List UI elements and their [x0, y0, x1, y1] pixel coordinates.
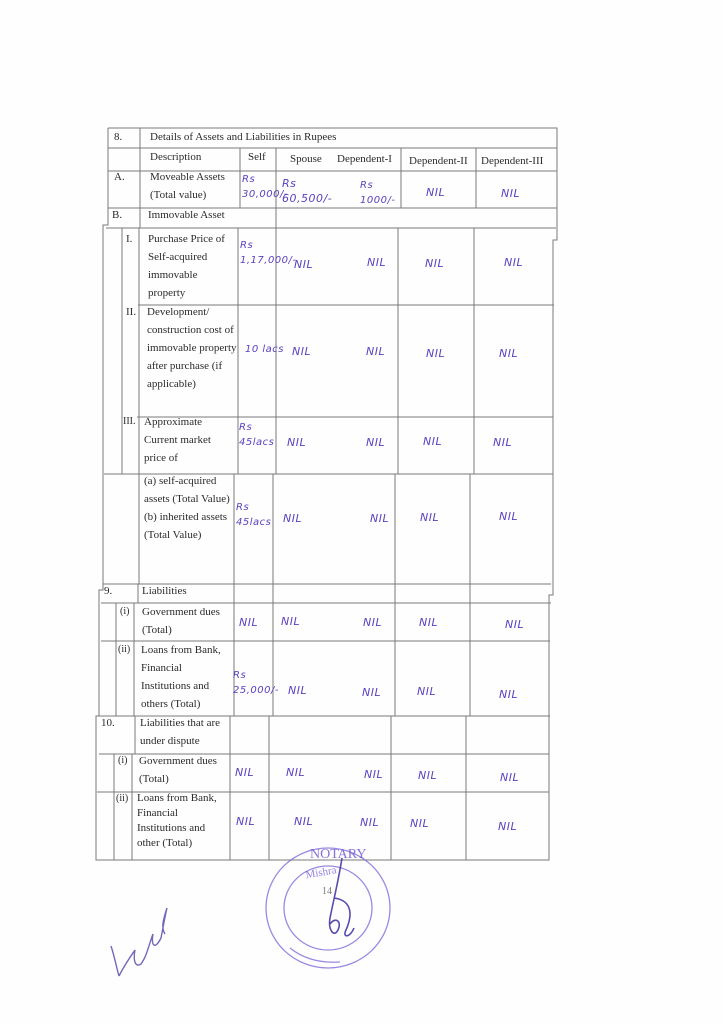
row-10i-num: (i) [118, 755, 128, 766]
row-10i-spouse: NIL [286, 766, 306, 779]
col-dependent-3: Dependent-III [481, 155, 544, 167]
handwritten-initials [105, 898, 175, 980]
row-9i-num: (i) [120, 606, 130, 617]
row-b3-dep3: NIL [493, 436, 513, 449]
row-b3ab-dep3: NIL [499, 510, 519, 523]
disputed-liabilities-desc: Liabilities that are under dispute [140, 717, 221, 747]
row-9ii-dep2: NIL [417, 685, 437, 698]
moveable-assets-desc: Moveable Assets (Total value) [150, 171, 225, 201]
col-self: Self [248, 151, 266, 163]
section-a-label: A. [114, 171, 125, 183]
notary-stamp [250, 838, 400, 978]
col-dependent-1: Dependent-I [337, 153, 392, 165]
moveable-dep3-value: NIL [501, 187, 521, 200]
row-b1-dep2: NIL [425, 257, 445, 270]
row-b1-spouse: NIL [294, 258, 314, 271]
row-b2-dep2: NIL [426, 347, 446, 360]
row-10i-dep3: NIL [500, 771, 520, 784]
row-10ii-self: NIL [236, 815, 256, 828]
row-b2-spouse: NIL [292, 345, 312, 358]
stamp-name-text: Mishra [304, 864, 338, 882]
row-10i-dep2: NIL [418, 769, 438, 782]
row-10ii-dep3: NIL [498, 820, 518, 833]
row-9ii-spouse: NIL [288, 684, 308, 697]
row-10ii-dep2: NIL [410, 817, 430, 830]
moveable-dep2-value: NIL [426, 186, 446, 199]
row-10ii-desc: Loans from Bank, Financial Institutions and other (Total) [137, 792, 217, 849]
row-b2-desc: Development/ construction cost of immovable property after purchase (if applicable) [147, 306, 237, 390]
row-9ii-dep1: NIL [362, 686, 382, 699]
row-b3ab-dep2: NIL [420, 511, 440, 524]
table-title: Details of Assets and Liabilities in Rupees [150, 131, 337, 143]
row-b3ab-desc: (a) self-acquired assets (Total Value) (b) inherited assets (Total Value) [144, 475, 230, 541]
col-description: Description [150, 151, 202, 163]
row-10i-dep1: NIL [364, 768, 384, 781]
stamp-number-text: 14 [322, 886, 332, 897]
row-9i-dep1: NIL [363, 616, 383, 629]
row-b3-num: III. [123, 416, 136, 427]
row-9ii-desc: Loans from Bank, Financial Institutions and others (Total) [141, 644, 221, 710]
row-10ii-dep1: NIL [360, 816, 380, 829]
row-9ii-num: (ii) [118, 644, 131, 655]
section-10-label: 10. [101, 717, 115, 729]
col-dependent-2: Dependent-II [409, 155, 468, 167]
row-b3-spouse: NIL [287, 436, 307, 449]
row-b3-dep1: NIL [366, 436, 386, 449]
row-10i-self: NIL [235, 766, 255, 779]
row-9ii-self: Rs 25,000/- [233, 670, 279, 696]
row-b3-desc: Approximate Current market price of [144, 416, 211, 464]
row-b1-desc: Purchase Price of Self-acquired immovable property [148, 233, 225, 299]
section-b-label: B. [112, 209, 123, 221]
moveable-self-value: Rs 30,000/- [242, 174, 288, 200]
row-b2-self: 10 lacs [245, 344, 285, 355]
row-b2-num: II. [126, 306, 137, 318]
row-b1-self: Rs 1,17,000/- [240, 240, 297, 266]
row-9i-dep3: NIL [505, 618, 525, 631]
liabilities-desc: Liabilities [142, 585, 187, 597]
row-b2-dep1: NIL [366, 345, 386, 358]
row-b3ab-self: Rs 45lacs [236, 502, 272, 528]
row-9i-desc: Government dues (Total) [142, 606, 220, 636]
section-9-label: 9. [104, 585, 113, 597]
row-b3ab-spouse: NIL [283, 512, 303, 525]
section-number: 8. [114, 131, 123, 143]
row-9ii-dep3: NIL [499, 688, 519, 701]
row-9i-self: NIL [239, 616, 259, 629]
row-b3ab-dep1: NIL [370, 512, 390, 525]
row-10ii-spouse: NIL [294, 815, 314, 828]
row-10ii-num: (ii) [116, 793, 129, 804]
stamp-notary-text: NOTARY [310, 847, 367, 862]
row-10i-desc: Government dues (Total) [139, 755, 217, 785]
row-9i-spouse: NIL [281, 615, 301, 628]
col-spouse: Spouse [290, 153, 322, 165]
row-b3-self: Rs 45lacs [239, 422, 275, 448]
row-b1-num: I. [126, 233, 133, 245]
immovable-asset-desc: Immovable Asset [148, 209, 225, 221]
row-b3-dep2: NIL [423, 435, 443, 448]
row-b2-dep3: NIL [499, 347, 519, 360]
row-b1-dep1: NIL [367, 256, 387, 269]
moveable-dep1-value: Rs 1000/- [360, 180, 396, 206]
row-b1-dep3: NIL [504, 256, 524, 269]
row-9i-dep2: NIL [419, 616, 439, 629]
moveable-spouse-value: Rs 60,500/- [282, 177, 333, 205]
